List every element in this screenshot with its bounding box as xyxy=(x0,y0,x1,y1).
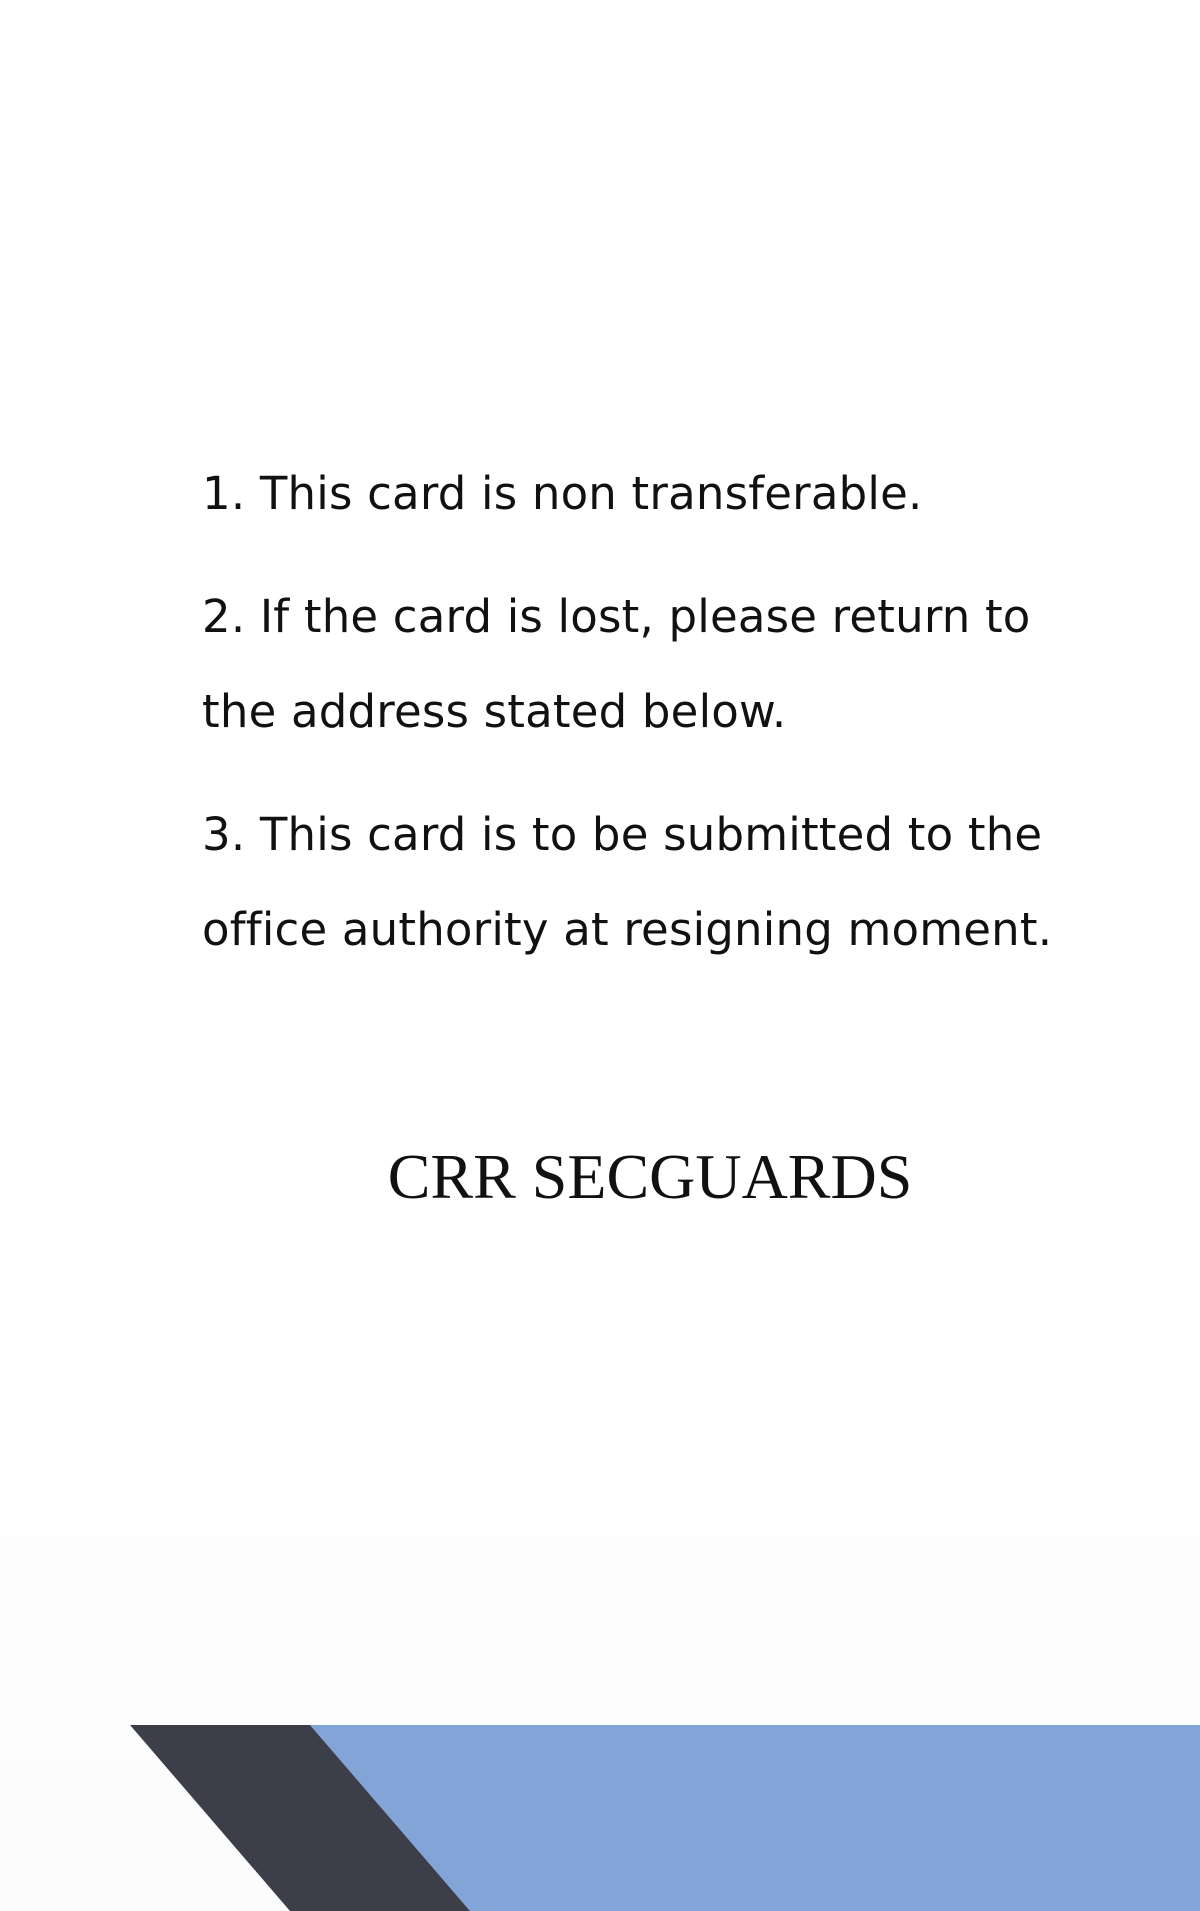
rule-text-line: 2. If the card is lost, please return to xyxy=(202,590,1031,643)
rule-text-line: 1. This card is non transferable. xyxy=(202,467,923,520)
footer-decoration xyxy=(0,1725,1200,1911)
company-name: CRR SECGUARDS xyxy=(387,1141,913,1212)
rule-item-3 xyxy=(202,787,1102,977)
rule-item-2 xyxy=(202,569,1102,759)
card-rules-list xyxy=(202,446,1102,1005)
rule-text-line: office authority at resigning moment. xyxy=(202,903,1053,956)
rule-text-line: the address stated below. xyxy=(202,685,787,738)
rule-text-line: 3. This card is to be submitted to the xyxy=(202,808,1043,861)
rule-item-1 xyxy=(202,446,1102,541)
